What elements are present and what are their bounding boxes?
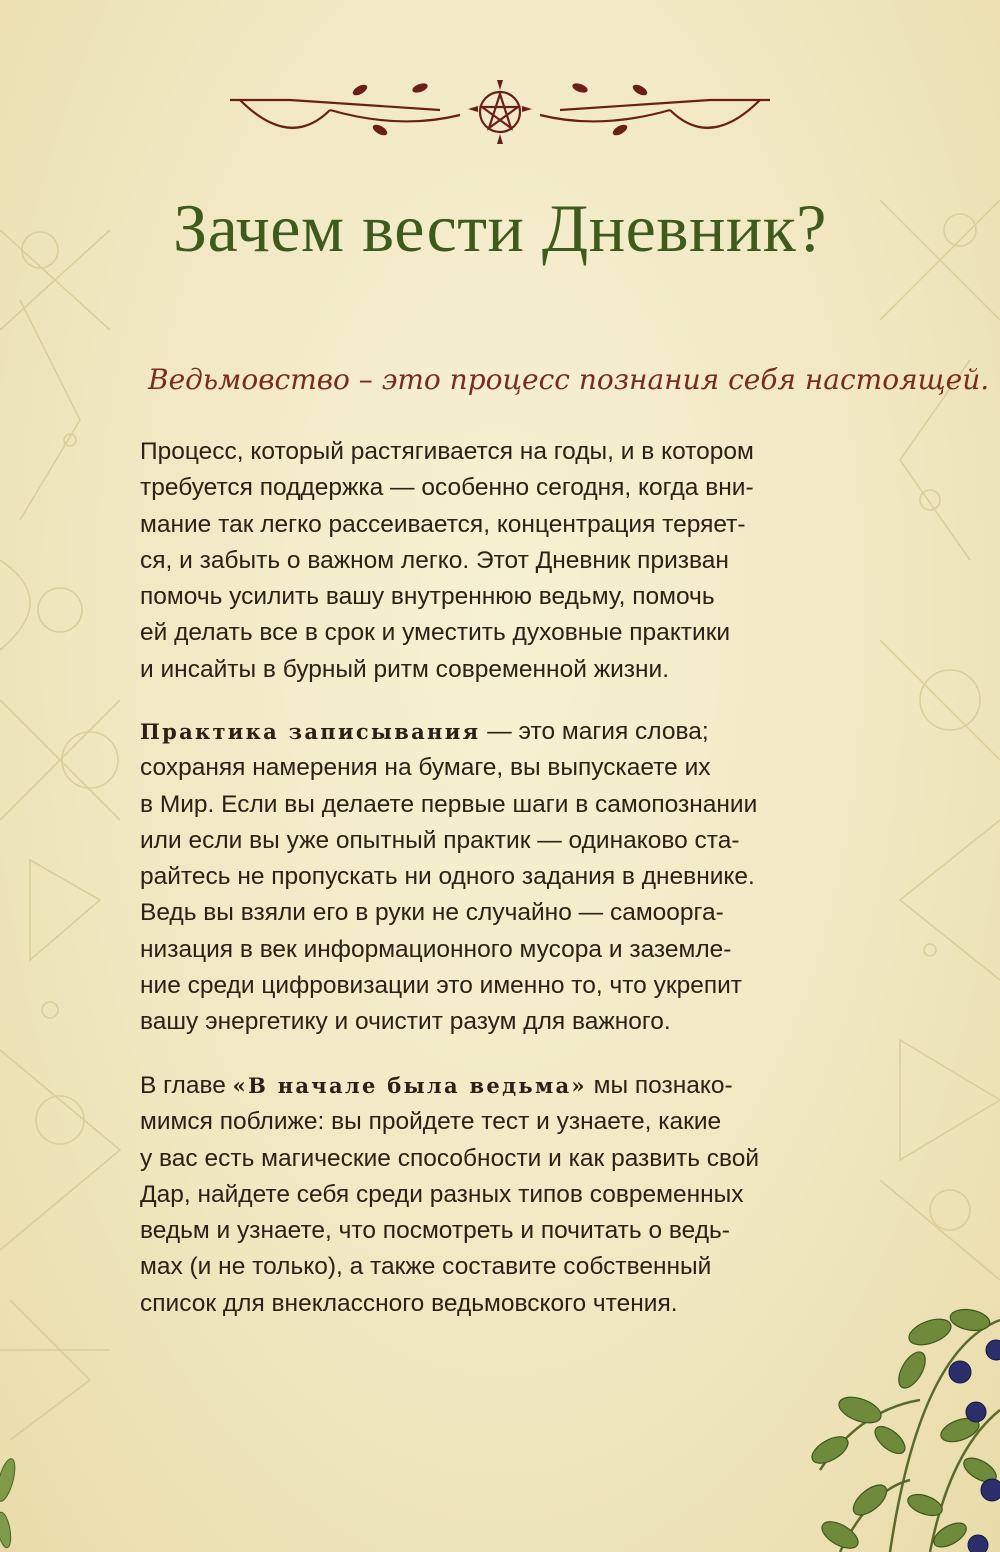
emphasis-text: Практика записывания bbox=[140, 719, 481, 744]
paragraph-line: в Мир. Если вы делаете первые шаги в самопознании bbox=[140, 790, 758, 818]
paragraph-line: райтесь не пропускать ни одного задания в дневнике. bbox=[140, 863, 755, 891]
paragraph-1 bbox=[140, 434, 860, 688]
blueberry-sprig-illustration bbox=[800, 1290, 1000, 1552]
paragraph-line-rest: мы познако- bbox=[586, 1072, 733, 1099]
paragraph-line: ведьм и узнаете, что посмотреть и почитать о ведь- bbox=[140, 1217, 730, 1245]
paragraph-line: у вас есть магические способности и как развить свой bbox=[140, 1144, 760, 1172]
paragraph-2 bbox=[140, 714, 860, 1041]
paragraph-line-rest: — это магия слова; bbox=[480, 718, 709, 745]
page-title: Зачем вести Дневник? bbox=[173, 190, 827, 266]
paragraph-line: помочь усилить вашу внутреннюю ведьму, помочь bbox=[140, 583, 715, 611]
pentagram-vine-ornament bbox=[220, 70, 780, 160]
paragraph-line: ся, и забыть о важном легко. Этот Дневник призван bbox=[140, 546, 729, 574]
leaf-sprig-left bbox=[0, 1440, 30, 1552]
paragraph-line: и инсайты в бурный ритм современной жизни. bbox=[140, 655, 670, 683]
page-subtitle: Ведьмовство – это процесс познания себя настоящей. bbox=[148, 363, 990, 396]
paragraph-line: ние среди цифровизации это именно то, что укрепит bbox=[140, 972, 743, 1000]
paragraph-line: Процесс, который растягивается на годы, и в котором bbox=[140, 438, 754, 465]
paragraph-line: ей делать все в срок и уместить духовные практики bbox=[140, 619, 731, 647]
paragraph-line: мах (и не только), а также составите собственный bbox=[140, 1253, 712, 1281]
paragraph-line: низация в век информационного мусора и заземле- bbox=[140, 935, 732, 963]
paragraph-line: мимся поближе: вы пройдете тест и узнаете, какие bbox=[140, 1108, 722, 1136]
paragraph-line: список для внеклассного ведьмовского чтения. bbox=[140, 1289, 678, 1317]
paragraph-prefix: В главе bbox=[140, 1072, 233, 1099]
paragraph-line bbox=[140, 1068, 860, 1104]
paragraph-3 bbox=[140, 1068, 860, 1322]
paragraph-line: мание так легко рассеивается, концентрация теряет- bbox=[140, 510, 746, 538]
paragraph-line: требуется поддержка — особенно сегодня, когда вни- bbox=[140, 474, 754, 502]
chapter-reference: «В начале была ведьма» bbox=[232, 1073, 587, 1098]
paragraph-line: вашу энергетику и очистит разум для важного. bbox=[140, 1008, 671, 1036]
paragraph-line: или если вы уже опытный практик — одинаково ста- bbox=[140, 826, 740, 854]
paragraph-line bbox=[140, 714, 860, 750]
paragraph-line: Ведь вы взяли его в руки не случайно — самоорга- bbox=[140, 899, 724, 927]
paragraph-line: Дар, найдете себя среди разных типов современных bbox=[140, 1180, 744, 1208]
paragraph-line: сохраняя намерения на бумаге, вы выпускаете их bbox=[140, 754, 711, 782]
